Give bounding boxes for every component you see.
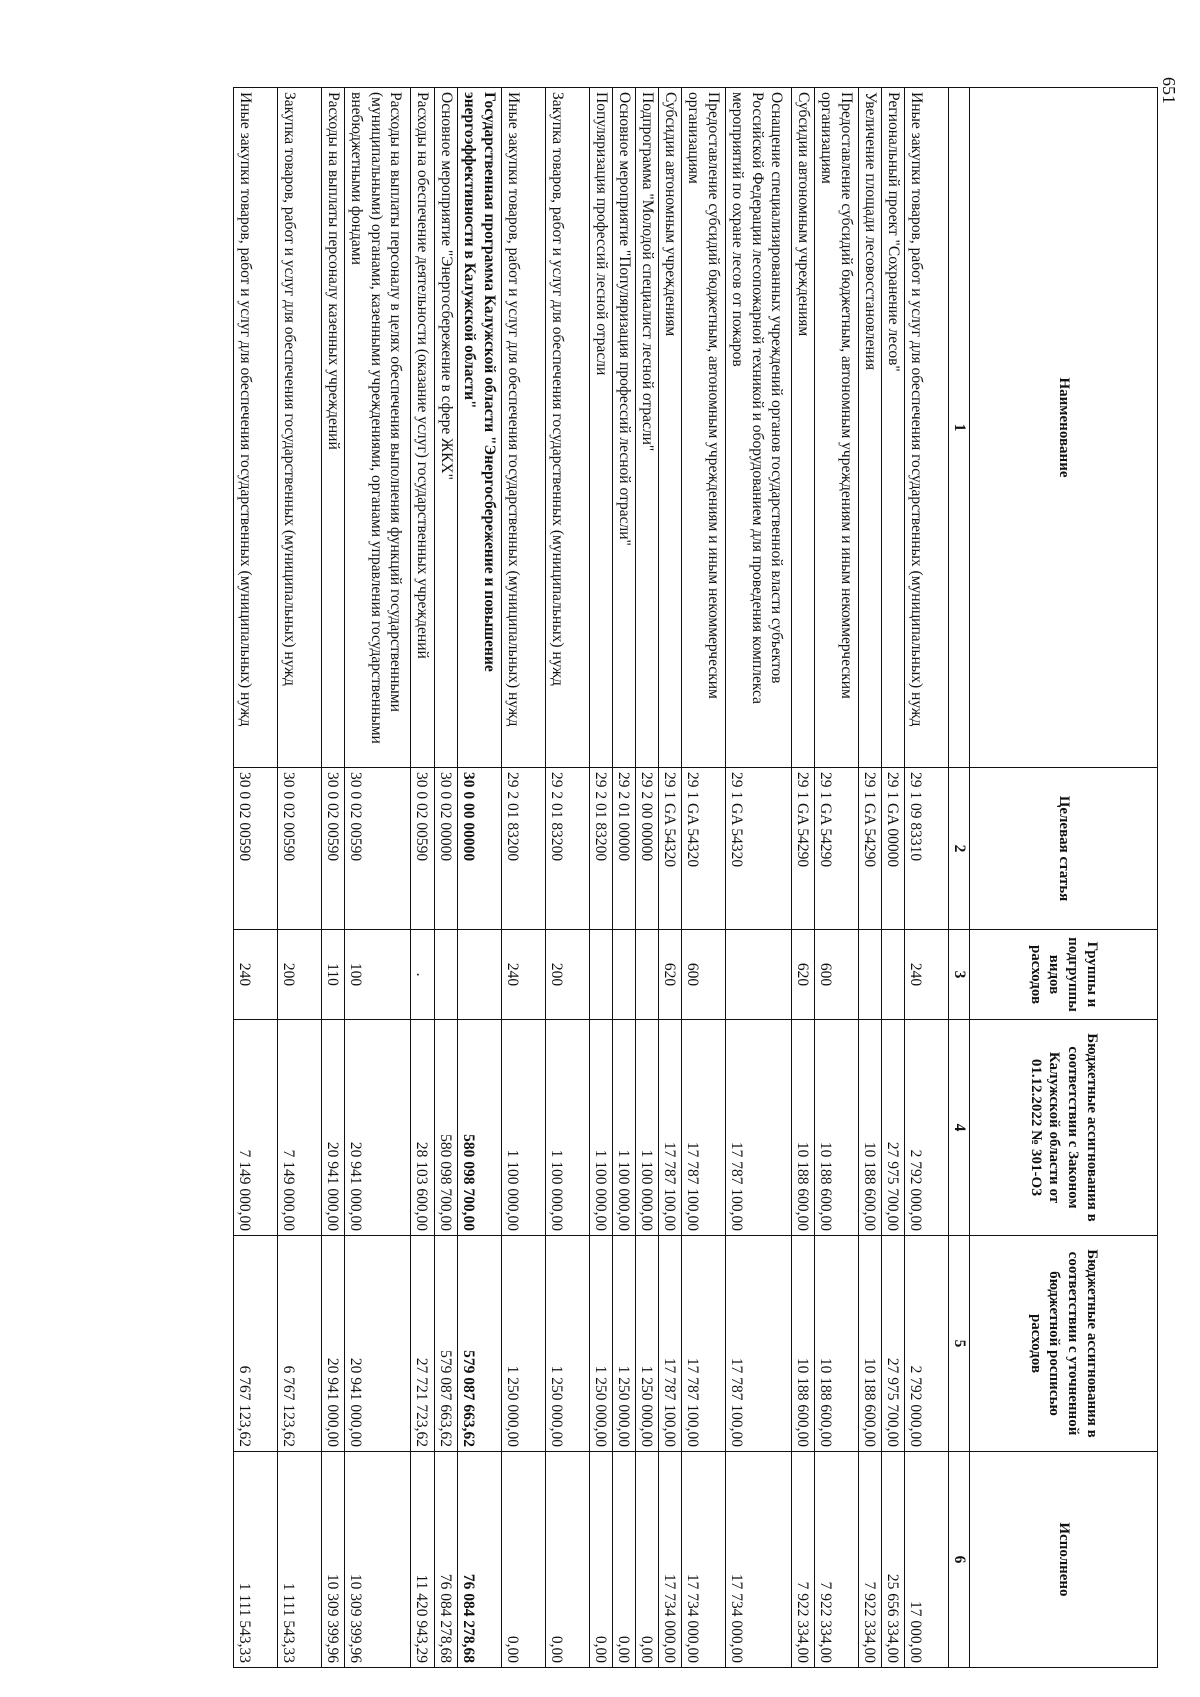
- table-row: [322, 88, 345, 1668]
- row-name: Популяризация профессий лесной отрасли: [590, 88, 613, 768]
- row-executed-amount: 17 734 000,00: [659, 1452, 682, 1668]
- row-group-code: 600: [815, 930, 859, 1020]
- row-group-code: 600: [682, 930, 726, 1020]
- row-refined-amount: 20 941 000,00: [322, 1236, 345, 1452]
- row-group-code: 240: [502, 930, 546, 1020]
- row-executed-amount: 7 922 334,00: [792, 1452, 815, 1668]
- row-refined-amount: 1 250 000,00: [590, 1236, 613, 1452]
- row-law-amount: 1 100 000,00: [502, 1020, 546, 1236]
- row-name: Основное мероприятие "Популяризация профессий лесной отрасли": [613, 88, 636, 768]
- row-law-amount: 17 787 100,00: [659, 1020, 682, 1236]
- row-executed-amount: 25 656 334,00: [882, 1452, 905, 1668]
- table-row: [234, 88, 278, 1668]
- row-refined-amount: 6 767 123,62: [278, 1236, 322, 1452]
- row-law-amount: 27 975 700,00: [882, 1020, 905, 1236]
- table-row: [345, 88, 411, 1668]
- row-name: Основное мероприятие "Энергосбережение в сфере ЖКХ": [435, 88, 458, 768]
- row-law-amount: 7 149 000,00: [278, 1020, 322, 1236]
- row-name: Расходы на обеспечение деятельности (оказание услуг) государственных учреждений: [411, 88, 435, 768]
- table-row: [905, 88, 949, 1668]
- row-name: Иные закупки товаров, работ и услуг для обеспечения государственных (муниципальных) нужд: [905, 88, 949, 768]
- row-target-code: 29 1 GA 54320: [726, 768, 792, 930]
- row-law-amount: 1 100 000,00: [613, 1020, 636, 1236]
- row-refined-amount: 1 250 000,00: [546, 1236, 590, 1452]
- row-law-amount: 1 100 000,00: [636, 1020, 659, 1236]
- row-law-amount: 20 941 000,00: [345, 1020, 411, 1236]
- row-law-amount: 17 787 100,00: [726, 1020, 792, 1236]
- index-cell: 6: [949, 1452, 970, 1668]
- row-refined-amount: 579 087 663,62: [458, 1236, 502, 1452]
- row-group-code: 110: [322, 930, 345, 1020]
- index-cell: 1: [949, 88, 970, 768]
- table-row: [546, 88, 590, 1668]
- index-cell: 5: [949, 1236, 970, 1452]
- row-law-amount: 10 188 600,00: [792, 1020, 815, 1236]
- table-row: [613, 88, 636, 1668]
- table-row: [458, 88, 502, 1668]
- table-row: [859, 88, 882, 1668]
- row-law-amount: 580 098 700,00: [458, 1020, 502, 1236]
- index-cell: 3: [949, 930, 970, 1020]
- row-target-code: 29 2 00 00000: [636, 768, 659, 930]
- row-target-code: 30 0 00 00000: [458, 768, 502, 930]
- row-target-code: 29 2 01 83200: [502, 768, 546, 930]
- row-executed-amount: 7 922 334,00: [859, 1452, 882, 1668]
- row-law-amount: 28 103 600,00: [411, 1020, 435, 1236]
- row-group-code: [859, 930, 882, 1020]
- index-cell: 2: [949, 768, 970, 930]
- row-name: Региональный проект "Сохранение лесов": [882, 88, 905, 768]
- row-refined-amount: 17 787 100,00: [659, 1236, 682, 1452]
- table-row: [882, 88, 905, 1668]
- table-row: [726, 88, 792, 1668]
- row-group-code: 200: [278, 930, 322, 1020]
- row-group-code: [726, 930, 792, 1020]
- row-executed-amount: 1 111 543,33: [278, 1452, 322, 1668]
- row-refined-amount: 27 721 723,62: [411, 1236, 435, 1452]
- table-row: [502, 88, 546, 1668]
- row-group-code: [636, 930, 659, 1020]
- row-target-code: 30 0 02 00000: [435, 768, 458, 930]
- table-row: [815, 88, 859, 1668]
- row-target-code: 29 2 01 00000: [613, 768, 636, 930]
- row-refined-amount: 2 792 000,00: [905, 1236, 949, 1452]
- header-refined: Бюджетные ассигнования в соответствии с уточненной бюджетной росписью расходов: [970, 1236, 1158, 1452]
- header-target: Целевая статья: [970, 768, 1158, 930]
- row-executed-amount: 1 111 543,33: [234, 1452, 278, 1668]
- row-executed-amount: 10 309 399,96: [345, 1452, 411, 1668]
- row-group-code: 240: [905, 930, 949, 1020]
- row-law-amount: 580 098 700,00: [435, 1020, 458, 1236]
- row-target-code: 30 0 02 00590: [322, 768, 345, 930]
- table-row: [411, 88, 435, 1668]
- row-refined-amount: 10 188 600,00: [859, 1236, 882, 1452]
- row-refined-amount: 20 941 000,00: [345, 1236, 411, 1452]
- row-group-code: 620: [659, 930, 682, 1020]
- row-group-code: [458, 930, 502, 1020]
- row-name: Расходы на выплаты персоналу в целях обеспечения выполнения функций государственными (муниципальными) органами, казенными учреждениями, органами управления государственными внебюджетными фондами: [345, 88, 411, 768]
- row-name: Иные закупки товаров, работ и услуг для обеспечения государственных (муниципальных) нужд: [234, 88, 278, 768]
- row-target-code: 29 2 01 83200: [546, 768, 590, 930]
- row-group-code: .: [411, 930, 435, 1020]
- header-name: Наименование: [970, 88, 1158, 768]
- row-target-code: 30 0 02 00590: [411, 768, 435, 930]
- row-refined-amount: 6 767 123,62: [234, 1236, 278, 1452]
- row-group-code: [435, 930, 458, 1020]
- header-groups: Группы и подгруппы видов расходов: [970, 930, 1158, 1020]
- row-refined-amount: 1 250 000,00: [613, 1236, 636, 1452]
- row-target-code: 29 1 GA 54290: [792, 768, 815, 930]
- row-executed-amount: 0,00: [546, 1452, 590, 1668]
- row-executed-amount: 7 922 334,00: [815, 1452, 859, 1668]
- row-name: Закупка товаров, работ и услуг для обеспечения государственных (муниципальных) нужд: [546, 88, 590, 768]
- table-row: [682, 88, 726, 1668]
- header-executed: Исполнено: [970, 1452, 1158, 1668]
- row-target-code: 30 0 02 00590: [234, 768, 278, 930]
- row-target-code: 30 0 02 00590: [345, 768, 411, 930]
- row-target-code: 29 1 GA 54320: [659, 768, 682, 930]
- row-executed-amount: 0,00: [613, 1452, 636, 1668]
- row-name: Иные закупки товаров, работ и услуг для обеспечения государственных (муниципальных) нужд: [502, 88, 546, 768]
- row-law-amount: 1 100 000,00: [590, 1020, 613, 1236]
- row-target-code: 29 2 01 83200: [590, 768, 613, 930]
- header-row: [970, 88, 1158, 1668]
- row-executed-amount: 0,00: [636, 1452, 659, 1668]
- row-refined-amount: 17 787 100,00: [726, 1236, 792, 1452]
- row-target-code: 29 1 09 83310: [905, 768, 949, 930]
- row-refined-amount: 579 087 663,62: [435, 1236, 458, 1452]
- row-target-code: 29 1 GA 54320: [682, 768, 726, 930]
- row-target-code: 30 0 02 00590: [278, 768, 322, 930]
- row-executed-amount: 11 420 943,29: [411, 1452, 435, 1668]
- row-executed-amount: 0,00: [590, 1452, 613, 1668]
- index-cell: 4: [949, 1020, 970, 1236]
- row-name: Расходы на выплаты персоналу казенных учреждений: [322, 88, 345, 768]
- row-group-code: 200: [546, 930, 590, 1020]
- row-executed-amount: 0,00: [502, 1452, 546, 1668]
- row-name: Предоставление субсидий бюджетным, автономным учреждениям и иным некоммерческим организациям: [815, 88, 859, 768]
- row-group-code: 240: [234, 930, 278, 1020]
- row-name: Государственная программа Калужской области "Энергосбережение и повышение энергоэффективности в Калужской области": [458, 88, 502, 768]
- row-name: Субсидии автономным учреждениям: [659, 88, 682, 768]
- row-group-code: [590, 930, 613, 1020]
- row-group-code: [882, 930, 905, 1020]
- table-row: [590, 88, 613, 1668]
- row-refined-amount: 1 250 000,00: [636, 1236, 659, 1452]
- row-group-code: 620: [792, 930, 815, 1020]
- index-row: [949, 88, 970, 1668]
- table-row: [792, 88, 815, 1668]
- row-target-code: 29 1 GA 00000: [882, 768, 905, 930]
- row-name: Оснащение специализированных учреждений органов государственной власти субъектов Российской Федерации лесопожарной техникой и оборудованием для проведения комплекса мероприятий по охране лесов от пожаров: [726, 88, 792, 768]
- row-name: Закупка товаров, работ и услуг для обеспечения государственных (муниципальных) нужд: [278, 88, 322, 768]
- row-executed-amount: 17 734 000,00: [682, 1452, 726, 1668]
- row-refined-amount: 17 787 100,00: [682, 1236, 726, 1452]
- row-refined-amount: 10 188 600,00: [815, 1236, 859, 1452]
- page-number: 651: [1159, 77, 1179, 104]
- table-row: [435, 88, 458, 1668]
- row-executed-amount: 76 084 278,68: [435, 1452, 458, 1668]
- row-law-amount: 10 188 600,00: [815, 1020, 859, 1236]
- row-target-code: 29 1 GA 54290: [815, 768, 859, 930]
- row-executed-amount: 17 000,00: [905, 1452, 949, 1668]
- row-law-amount: 20 941 000,00: [322, 1020, 345, 1236]
- row-law-amount: 10 188 600,00: [859, 1020, 882, 1236]
- row-refined-amount: 1 250 000,00: [502, 1236, 546, 1452]
- row-target-code: 29 1 GA 54290: [859, 768, 882, 930]
- row-name: Субсидии автономным учреждениям: [792, 88, 815, 768]
- row-name: Подпрограмма "Молодой специалист лесной отрасли": [636, 88, 659, 768]
- table-row: [659, 88, 682, 1668]
- header-law: Бюджетные ассигнования в соответствии с Законом Калужской области от 01.12.2022 № 301-ОЗ: [970, 1020, 1158, 1236]
- row-refined-amount: 10 188 600,00: [792, 1236, 815, 1452]
- row-executed-amount: 76 084 278,68: [458, 1452, 502, 1668]
- table-row: [278, 88, 322, 1668]
- row-law-amount: 7 149 000,00: [234, 1020, 278, 1236]
- row-refined-amount: 27 975 700,00: [882, 1236, 905, 1452]
- row-group-code: [613, 930, 636, 1020]
- table-row: [636, 88, 659, 1668]
- budget-table: [233, 87, 1158, 1668]
- row-group-code: 100: [345, 930, 411, 1020]
- row-law-amount: 1 100 000,00: [546, 1020, 590, 1236]
- row-name: Предоставление субсидий бюджетным, автономным учреждениям и иным некоммерческим организациям: [682, 88, 726, 768]
- row-executed-amount: 17 734 000,00: [726, 1452, 792, 1668]
- row-executed-amount: 10 309 399,96: [322, 1452, 345, 1668]
- row-law-amount: 17 787 100,00: [682, 1020, 726, 1236]
- row-law-amount: 2 792 000,00: [905, 1020, 949, 1236]
- row-name: Увеличение площади лесовосстановления: [859, 88, 882, 768]
